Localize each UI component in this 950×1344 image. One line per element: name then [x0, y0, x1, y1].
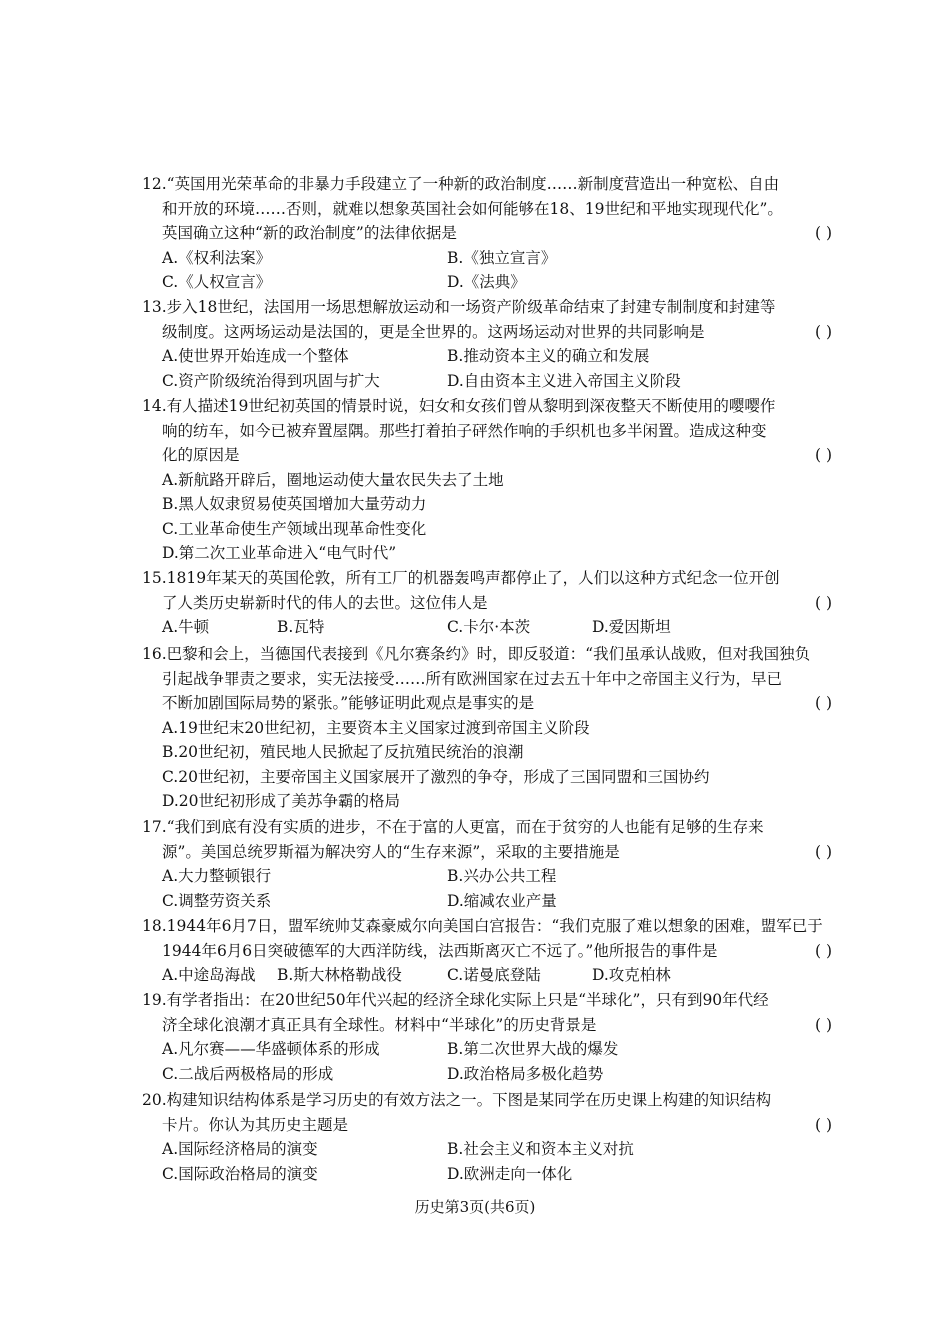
option-d: D.20世纪初形成了美苏争霸的格局 — [162, 792, 401, 810]
option-row — [142, 468, 832, 493]
question-stem-line: 13.步入18世纪，法国用一场思想解放运动和一场资产阶级革命结束了封建专制制度和封建等 — [142, 298, 776, 316]
answer-bracket: ( ) — [814, 1015, 832, 1034]
option-b: B.20世纪初，殖民地人民掀起了反抗殖民统治的浪潮 — [162, 743, 524, 761]
answer-bracket: ( ) — [814, 322, 832, 341]
option-d: D.攻克柏林 — [592, 966, 671, 984]
question-stem-line — [142, 691, 832, 716]
option-c: C.国际政治格局的演变 — [162, 1164, 318, 1183]
question-19 — [142, 988, 832, 1086]
option-row — [142, 1137, 832, 1162]
option-b: B.黑人奴隶贸易使英国增加大量劳动力 — [162, 495, 427, 513]
question-stem-text: 济全球化浪潮才真正具有全球性。材料中“半球化”的历史背景是 — [162, 1015, 597, 1034]
question-stem-line — [142, 1113, 832, 1138]
question-stem-text: 不断加剧国际局势的紧张。”能够证明此观点是事实的是 — [162, 694, 535, 712]
question-stem-line: 引起战争罪责之要求，实无法接受……所有欧洲国家在过去五十年中之帝国主义行为，早已 — [162, 669, 783, 688]
option-a: A.《权利法案》 — [162, 248, 272, 267]
option-a: A.19世纪末20世纪初，主要资本主义国家过渡到帝国主义阶段 — [162, 718, 590, 737]
answer-bracket: ( ) — [814, 593, 832, 612]
option-row — [142, 270, 832, 295]
option-d: D.缩减农业产量 — [447, 891, 557, 910]
question-stem-line — [142, 840, 832, 865]
option-a: A.国际经济格局的演变 — [162, 1140, 318, 1158]
option-a: A.牛顿 — [162, 618, 210, 636]
option-d: D.欧洲走向一体化 — [447, 1164, 573, 1183]
option-row — [142, 246, 832, 271]
option-row — [142, 740, 832, 765]
question-stem-line: 19.有学者指出：在20世纪50年代兴起的经济全球化实际上只是“半球化”，只有到90年代经 — [142, 991, 769, 1009]
option-b: B.第二次世界大战的爆发 — [447, 1040, 619, 1058]
option-row — [142, 369, 832, 394]
option-a: A.凡尔赛——华盛顿体系的形成 — [162, 1040, 380, 1058]
question-stem-text: 了人类历史崭新时代的伟人的去世。这位伟人是 — [162, 593, 488, 612]
question-stem-line: 和开放的环境……否则，就难以想象英国社会如何能够在18、19世纪和平地实现现代化”。 — [162, 199, 783, 218]
option-c: C.《人权宣言》 — [162, 273, 272, 291]
option-row — [142, 889, 832, 914]
option-row — [142, 789, 832, 814]
option-d: D.自由资本主义进入帝国主义阶段 — [447, 371, 681, 390]
option-a: A.中途岛海战 — [162, 966, 256, 984]
question-stem-text: 源”。美国总统罗斯福为解决穷人的“生存来源”，采取的主要措施是 — [162, 842, 620, 861]
question-stem-line: 20.构建知识结构体系是学习历史的有效方法之一。下图是某同学在历史课上构建的知识结构 — [142, 1091, 772, 1109]
option-row — [142, 1037, 832, 1062]
answer-bracket: ( ) — [814, 1115, 832, 1134]
option-row — [142, 864, 832, 889]
option-row — [142, 1162, 832, 1187]
option-b: B.瓦特 — [277, 618, 325, 636]
question-stem-line: 18.1944年6月7日，盟军统帅艾森豪威尔向美国白宫报告：“我们克服了难以想象的困难，盟军已于 — [142, 917, 823, 935]
answer-bracket: ( ) — [814, 224, 832, 242]
option-a: A.使世界开始连成一个整体 — [162, 347, 349, 365]
option-d: D.政治格局多极化趋势 — [447, 1064, 604, 1083]
answer-bracket: ( ) — [814, 941, 832, 960]
question-stem-text: 1944年6月6日突破德军的大西洋防线，法西斯离灭亡不远了。”他所报告的事件是 — [162, 941, 718, 960]
option-a: A.新航路开辟后，圈地运动使大量农民失去了土地 — [162, 470, 504, 489]
option-b: B.兴办公共工程 — [447, 867, 557, 885]
question-stem-line — [142, 591, 832, 616]
option-b: B.斯大林格勒战役 — [277, 966, 402, 984]
option-row — [142, 517, 832, 542]
option-c: C.调整劳资关系 — [162, 891, 272, 910]
option-row — [142, 716, 832, 741]
question-stem-line — [142, 320, 832, 345]
option-c: C.二战后两极格局的形成 — [162, 1064, 334, 1083]
page-footer: 历史第3页(共6页) — [414, 1198, 536, 1216]
question-stem-text: 英国确立这种“新的政治制度”的法律依据是 — [162, 224, 457, 242]
option-d: D.爱因斯坦 — [592, 618, 671, 636]
question-stem-text: 化的原因是 — [162, 446, 240, 464]
option-row — [142, 492, 832, 517]
question-stem-line — [142, 443, 832, 468]
question-20 — [142, 1088, 832, 1186]
question-stem-line: 17.“我们到底有没有实质的进步，不在于富的人更富，而在于贫穷的人也能有足够的生存来 — [142, 818, 764, 836]
question-14 — [142, 394, 832, 566]
option-row — [142, 765, 832, 790]
question-12 — [142, 172, 832, 295]
question-stem-line: 14.有人描述19世纪初英国的情景时说，妇女和女孩们曾从黎明到深夜整天不断使用的嘤嘤作 — [142, 397, 776, 415]
question-stem-line: 响的纺车，如今已被弃置屋隅。那些打着拍子砰然作响的手织机也多半闲置。造成这种变 — [162, 421, 767, 440]
option-row — [142, 615, 832, 640]
question-stem-text: 级制度。这两场运动是法国的，更是全世界的。这两场运动对世界的共同影响是 — [162, 322, 705, 341]
option-d: D.第二次工业革命进入“电气时代” — [162, 544, 397, 562]
question-stem-text: 卡片。你认为其历史主题是 — [162, 1115, 349, 1134]
option-c: C.20世纪初，主要帝国主义国家展开了激烈的争夺，形成了三国同盟和三国协约 — [162, 767, 710, 786]
question-stem-line: 16.巴黎和会上，当德国代表接到《凡尔赛条约》时，即反驳道：“我们虽承认战败，但对我国独负 — [142, 645, 811, 663]
option-row — [142, 1062, 832, 1087]
question-stem-line — [142, 221, 832, 246]
answer-bracket: ( ) — [814, 694, 832, 712]
option-c: C.资产阶级统治得到巩固与扩大 — [162, 371, 380, 390]
option-row — [142, 344, 832, 369]
question-15 — [142, 566, 832, 640]
question-stem-line — [142, 1013, 832, 1038]
answer-bracket: ( ) — [814, 446, 832, 464]
option-b: B.社会主义和资本主义对抗 — [447, 1140, 634, 1158]
question-16 — [142, 642, 832, 814]
option-b: B.推动资本主义的确立和发展 — [447, 347, 650, 365]
option-d: D.《法典》 — [447, 273, 526, 291]
option-c: C.卡尔·本茨 — [447, 618, 531, 636]
question-13 — [142, 295, 832, 393]
question-stem-line: 12.“英国用光荣革命的非暴力手段建立了一种新的政治制度……新制度营造出一种宽松、自由 — [142, 175, 780, 193]
question-17 — [142, 815, 832, 913]
option-a: A.大力整顿银行 — [162, 867, 272, 885]
option-b: B.《独立宣言》 — [447, 248, 557, 267]
option-c: C.诺曼底登陆 — [447, 966, 541, 984]
option-c: C.工业革命使生产领域出现革命性变化 — [162, 519, 427, 538]
answer-bracket: ( ) — [814, 842, 832, 861]
question-stem-line: 15.1819年某天的英国伦敦，所有工厂的机器轰鸣声都停止了，人们以这种方式纪念一位开创 — [142, 569, 780, 587]
option-row — [142, 963, 832, 988]
question-18 — [142, 914, 832, 988]
option-row — [142, 541, 832, 566]
question-stem-line — [142, 939, 832, 964]
